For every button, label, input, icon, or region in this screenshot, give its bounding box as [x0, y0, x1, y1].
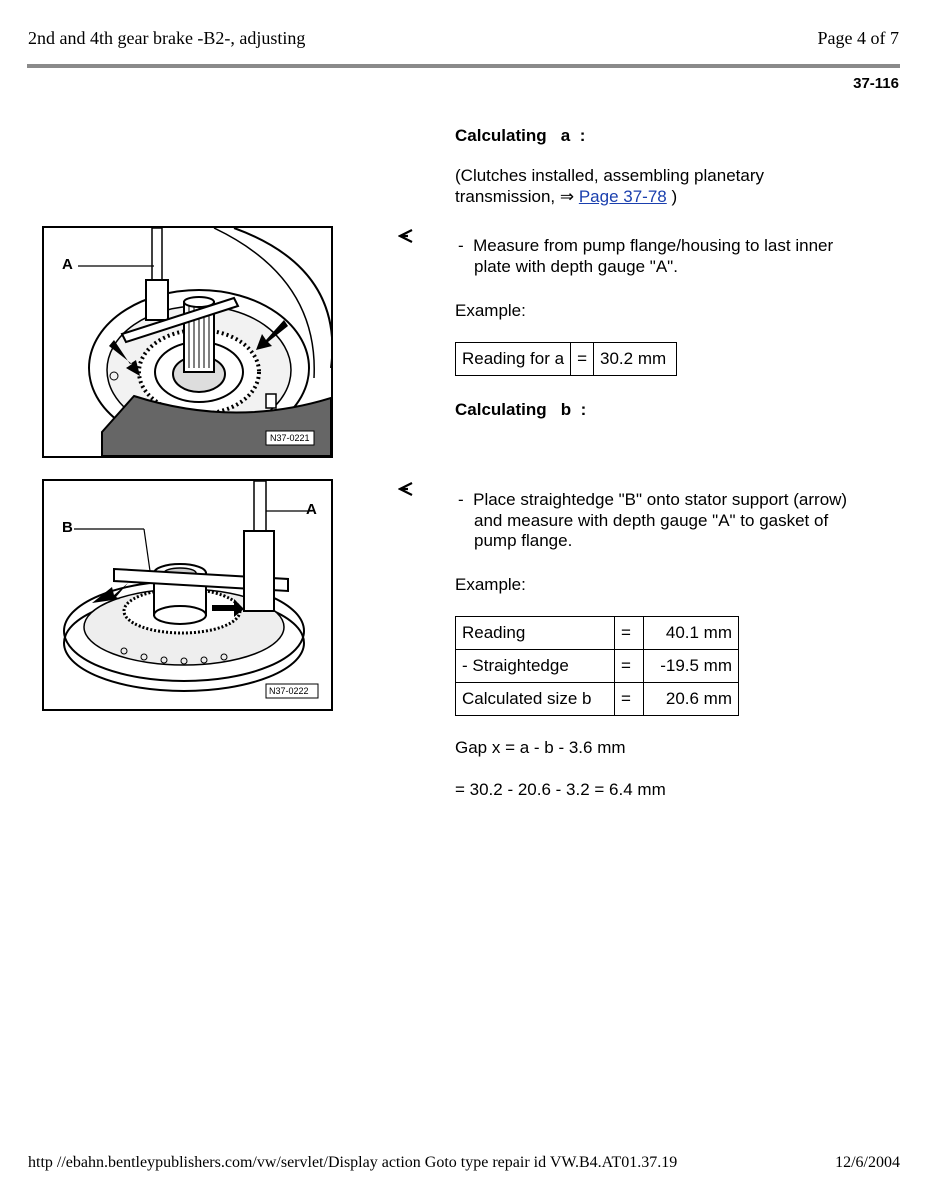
- cell-equals: =: [571, 343, 594, 376]
- cell-label: Reading for a: [456, 343, 571, 376]
- footer-url: http //ebahn.bentleypublishers.com/vw/servlet/Display action Goto type repair id VW.B4.AT01.37.19: [28, 1154, 678, 1171]
- table-row: [456, 617, 739, 650]
- page-link[interactable]: Page 37-78: [578, 187, 667, 206]
- table-row: [456, 343, 677, 376]
- cell-label: - Straightedge: [456, 650, 615, 683]
- document-number: 37-116: [853, 75, 899, 92]
- page-footer: [28, 1154, 900, 1172]
- pointer-arrow-icon: [398, 481, 414, 500]
- intro-text-line-2: [455, 186, 677, 207]
- header-divider: [27, 64, 900, 68]
- gap-formula: Gap x = a - b - 3.6 mm: [455, 738, 626, 757]
- step-a-line-1: - Measure from pump flange/housing to last inner: [458, 236, 834, 255]
- cell-value: 30.2 mm: [594, 343, 677, 376]
- step-b-line-2: and measure with depth gauge "A" to gasket of: [474, 511, 829, 530]
- intro-suffix: ): [666, 187, 678, 206]
- table-reading-a: [455, 342, 677, 376]
- example-label-b: Example:: [455, 575, 526, 594]
- page-number: Page 4 of 7: [817, 28, 899, 48]
- page-title: 2nd and 4th gear brake -B2-, adjusting: [28, 28, 306, 48]
- step-b-line-3: pump flange.: [474, 531, 573, 550]
- figure2-label-a: A: [306, 501, 317, 518]
- cell-label: Reading: [456, 617, 615, 650]
- gap-computation: = 30.2 - 20.6 - 3.2 = 6.4 mm: [455, 780, 666, 799]
- footer-date: 12/6/2004: [835, 1154, 900, 1171]
- table-calculation-b: [455, 616, 739, 716]
- example-label-a: Example:: [455, 301, 526, 320]
- intro-text-line-1: (Clutches installed, assembling planetary: [455, 166, 764, 185]
- cell-equals: =: [615, 650, 644, 683]
- figure-straightedge-measure-b: [42, 479, 333, 711]
- figure-depth-gauge-measure-a: [42, 226, 333, 458]
- figure2-code: N37-0222: [269, 686, 309, 696]
- figure1-label-a: A: [62, 256, 73, 273]
- table-row: [456, 683, 739, 716]
- cell-equals: =: [615, 683, 644, 716]
- figure2-label-b: B: [62, 519, 73, 536]
- cell-value: 40.1 mm: [644, 617, 739, 650]
- intro-prefix: transmission, ⇒: [455, 187, 579, 206]
- cell-value: 20.6 mm: [644, 683, 739, 716]
- cell-value: -19.5 mm: [644, 650, 739, 683]
- step-a-line-2: plate with depth gauge "A".: [474, 257, 678, 276]
- heading-calculating-a: Calculating a :: [455, 126, 586, 145]
- step-b-line-1: - Place straightedge "B" onto stator support (arrow): [458, 490, 848, 509]
- cell-label: Calculated size b: [456, 683, 615, 716]
- table-row: [456, 650, 739, 683]
- figure1-code: N37-0221: [270, 433, 310, 443]
- cell-equals: =: [615, 617, 644, 650]
- heading-calculating-b: Calculating b :: [455, 400, 587, 419]
- pointer-arrow-icon: [398, 228, 414, 247]
